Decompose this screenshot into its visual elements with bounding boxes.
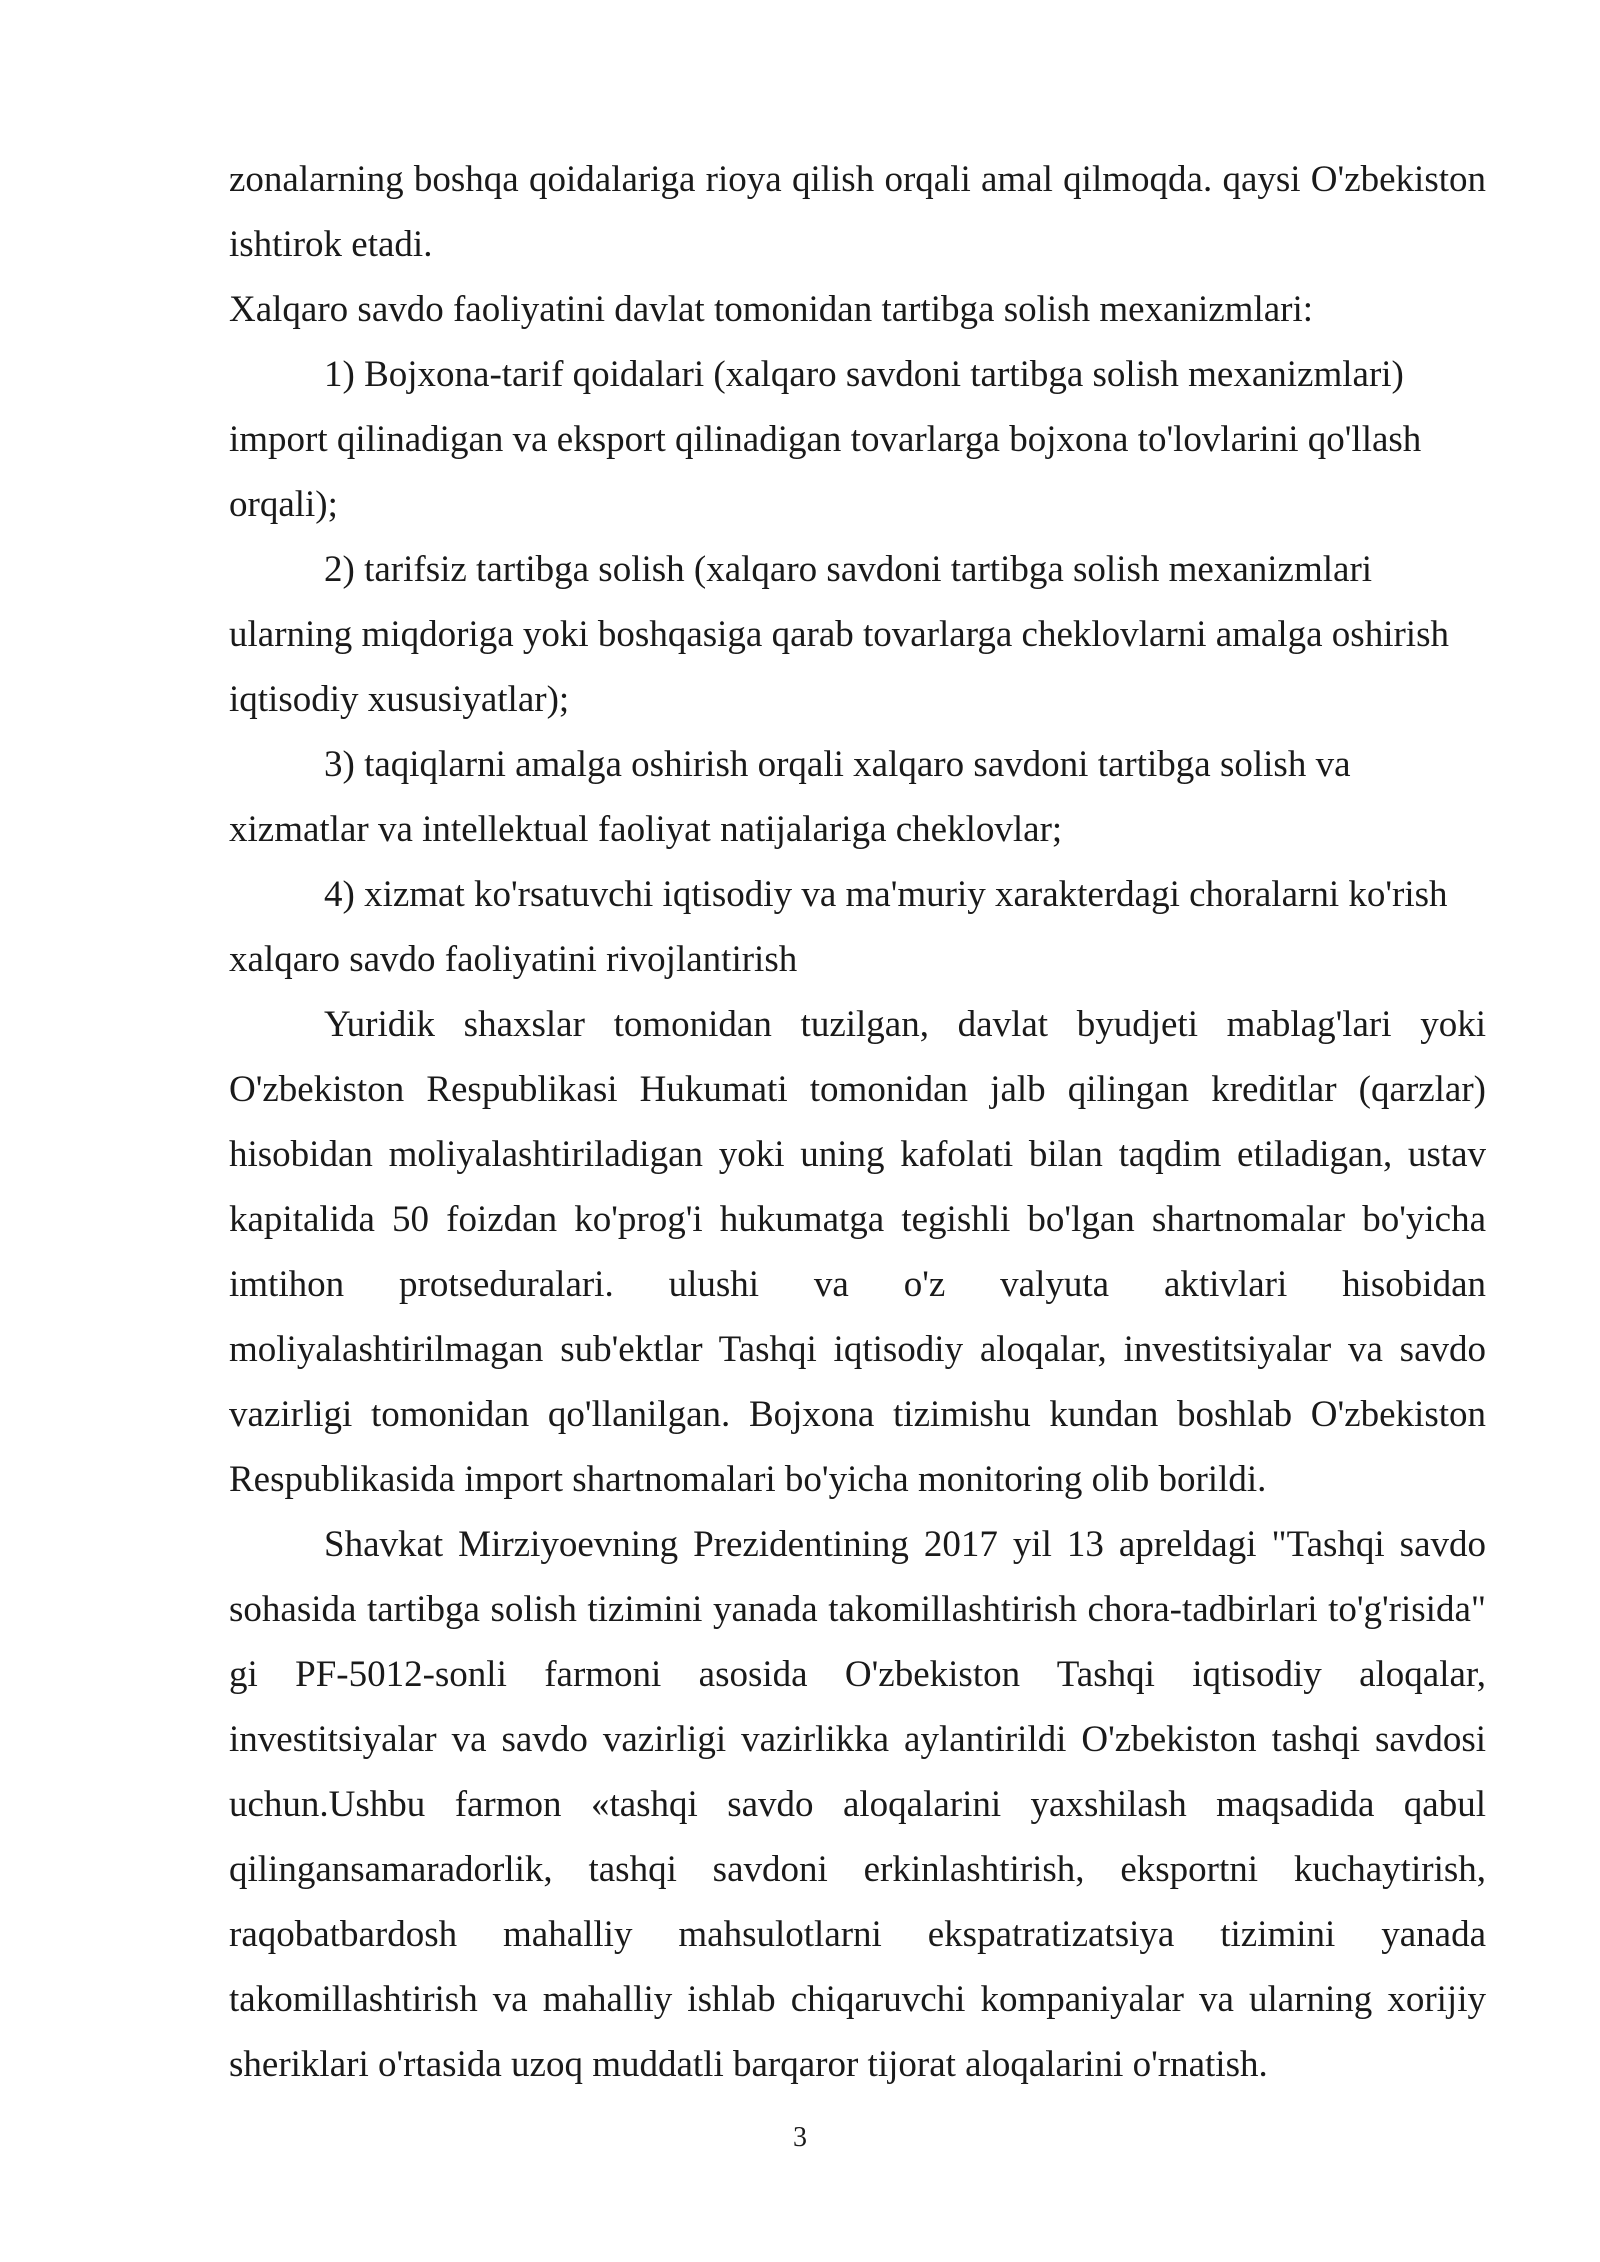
page-number: 3 <box>793 2122 807 2153</box>
paragraph-legal-entities: Yuridik shaxslar tomonidan tuzilgan, davlat byudjeti mablag'lari yoki O'zbekiston Respublikasi Hukumati tomonidan jalb qilingan kreditlar (qarzlar) hisobidan moliyalashtiriladigan yoki uning kafolati bilan taqdim etiladigan, ustav kapitalida 50 foizdan ko'prog'i hukumatga tegishli bo'lgan shartnomalar bo'yicha imtihon protseduralari. ulushi va o'z valyuta aktivlari hisobidan moliyalashtirilmagan sub'ektlar Tashqi iqtisodiy aloqalar, investitsiyalar va savdo vazirligi tomonidan qo'llanilgan. Bojxona tizimishu kundan boshlab O'zbekiston Respublikasida import shartnomalari bo'yicha monitoring olib borildi. <box>229 1004 1486 1500</box>
paragraph-mechanisms-heading: Xalqaro savdo faoliyatini davlat tomonidan tartibga solish mexanizmlari: <box>229 289 1314 330</box>
list-item-4: 4) xizmat ko'rsatuvchi iqtisodiy va ma'muriy xarakterdagi choralarni ko'rish xalqaro savdo faoliyatini rivojlantirish <box>229 874 1448 980</box>
paragraph-continuation: zonalarning boshqa qoidalariga rioya qilish orqali amal qilmoqda. qaysi O'zbekiston ishtirok etadi. <box>229 159 1486 265</box>
list-item-2: 2) tarifsiz tartibga solish (xalqaro savdoni tartibga solish mexanizmlari ularning miqdoriga yoki boshqasiga qarab tovarlarga cheklovlarni amalga oshirish iqtisodiy xususiyatlar); <box>229 549 1449 720</box>
list-item-1: 1) Bojxona-tarif qoidalari (xalqaro savdoni tartibga solish mexanizmlari) import qilinadigan va eksport qilinadigan tovarlarga bojxona to'lovlarini qo'llash orqali); <box>229 354 1422 525</box>
list-item-3: 3) taqiqlarni amalga oshirish orqali xalqaro savdoni tartibga solish va xizmatlar va intellektual faoliyat natijalariga cheklovlar; <box>229 744 1351 850</box>
paragraph-decree: Shavkat Mirziyoevning Prezidentining 2017 yil 13 apreldagi "Tashqi savdo sohasida tartibga solish tizimini yanada takomillashtirish chora-tadbirlari to'g'risida" gi PF-5012-sonli farmoni asosida O'zbekiston Tashqi iqtisodiy aloqalar, investitsiyalar va savdo vazirligi vazirlikka aylantirildi O'zbekiston tashqi savdosi uchun.Ushbu farmon «tashqi savdo aloqalarini yaxshilash maqsadida qabul qilingansamaradorlik, tashqi savdoni erkinlashtirish, eksportni kuchaytirish, raqobatbardosh mahalliy mahsulotlarni ekspatratizatsiya tizimini yanada takomillashtirish va mahalliy ishlab chiqaruvchi kompaniyalar va ularning xorijiy sheriklari o'rtasida uzoq muddatli barqaror tijorat aloqalarini o'rnatish. <box>229 1524 1486 2085</box>
document-body <box>229 147 1486 2097</box>
